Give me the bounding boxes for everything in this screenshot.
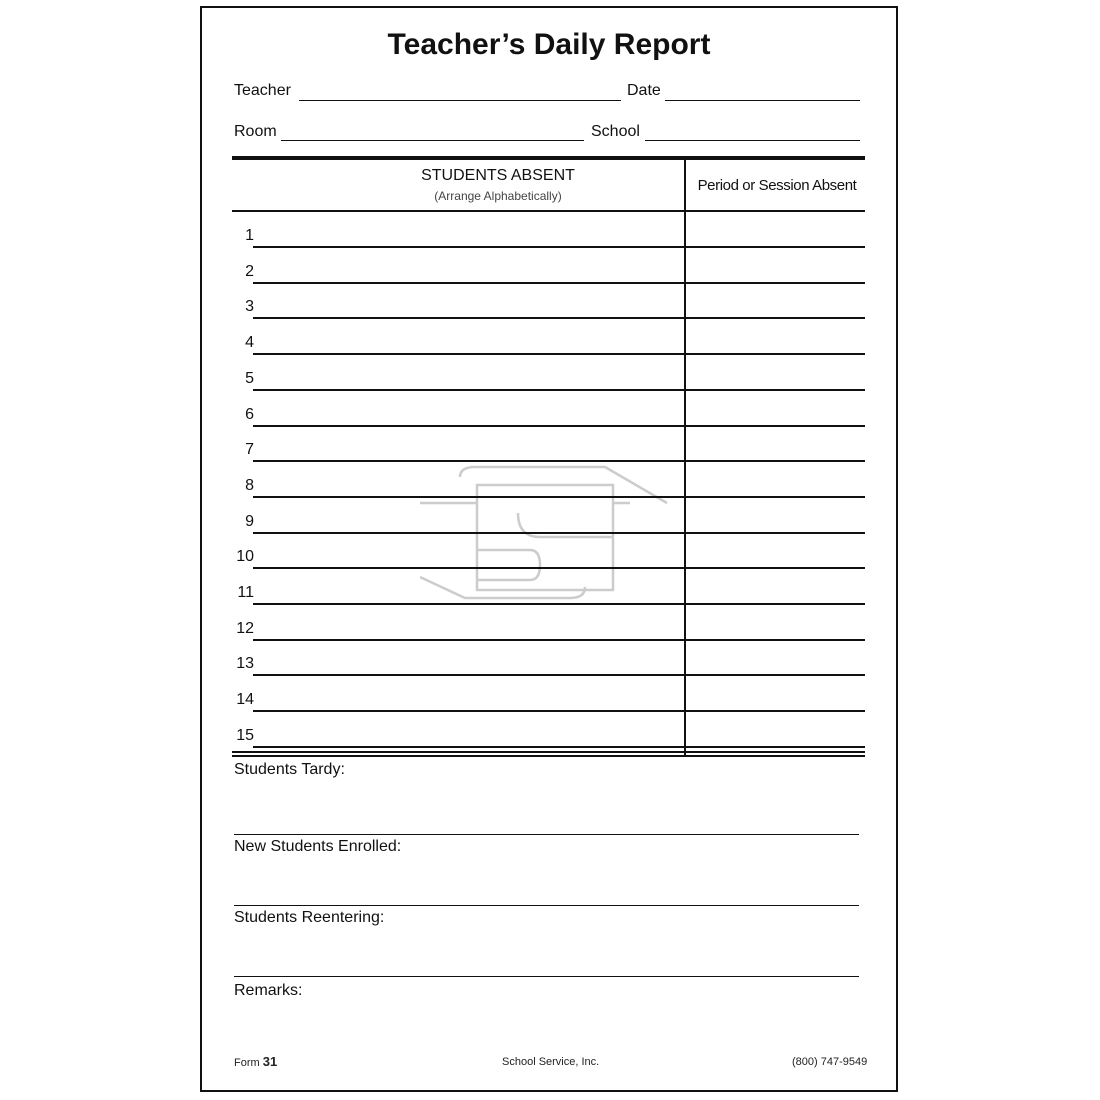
period-absent-field[interactable] — [686, 460, 865, 462]
student-name-field[interactable] — [253, 746, 685, 748]
student-name-field[interactable] — [253, 353, 685, 355]
period-absent-field[interactable] — [686, 532, 865, 534]
student-name-field[interactable] — [253, 425, 685, 427]
row-number: 15 — [236, 726, 254, 744]
row-number: 7 — [245, 441, 254, 459]
row-number: 5 — [245, 369, 254, 387]
company-name: School Service, Inc. — [502, 1056, 600, 1068]
row-number: 9 — [245, 512, 254, 530]
row-number: 8 — [245, 476, 254, 494]
table-top-rule — [232, 156, 865, 160]
period-absent-field[interactable] — [686, 496, 865, 498]
students-reentering-field[interactable] — [234, 976, 859, 977]
period-absent-field[interactable] — [686, 389, 865, 391]
row-number: 14 — [236, 691, 254, 709]
student-name-field[interactable] — [253, 389, 685, 391]
student-name-field[interactable] — [253, 246, 685, 248]
date-field[interactable] — [665, 100, 860, 101]
header-bottom-rule — [232, 210, 865, 212]
school-service-logo-watermark — [420, 465, 670, 605]
student-name-field[interactable] — [253, 317, 685, 319]
row-number: 13 — [236, 655, 254, 673]
date-label: Date — [627, 82, 661, 99]
period-absent-field[interactable] — [686, 710, 865, 712]
table-bottom-rule — [232, 751, 865, 753]
period-absent-field[interactable] — [686, 746, 865, 748]
student-name-field[interactable] — [253, 282, 685, 284]
row-number: 11 — [237, 584, 254, 601]
period-absent-field[interactable] — [686, 639, 865, 641]
period-absent-header: Period or Session Absent — [697, 177, 857, 194]
student-name-field[interactable] — [253, 460, 685, 462]
students-absent-subheader: (Arrange Alphabetically) — [434, 189, 562, 203]
teacher-field[interactable] — [299, 100, 621, 101]
period-absent-field[interactable] — [686, 282, 865, 284]
form-label: Form — [234, 1057, 260, 1069]
period-absent-field[interactable] — [686, 567, 865, 569]
table-bottom-rule-2 — [232, 755, 865, 757]
row-number: 4 — [245, 334, 254, 352]
phone-number: (800) 747-9549 — [792, 1056, 868, 1068]
row-number: 6 — [245, 405, 254, 423]
students-tardy-field[interactable] — [234, 834, 859, 835]
students-reentering-label: Students Reentering: — [234, 909, 385, 926]
students-tardy-label: Students Tardy: — [234, 761, 345, 778]
period-absent-field[interactable] — [686, 246, 865, 248]
room-label: Room — [234, 123, 277, 140]
row-number: 2 — [245, 262, 254, 280]
student-name-field[interactable] — [253, 674, 685, 676]
teacher-label: Teacher — [234, 82, 291, 99]
row-number: 10 — [236, 548, 254, 566]
period-absent-field[interactable] — [686, 425, 865, 427]
student-name-field[interactable] — [253, 532, 685, 534]
school-field[interactable] — [645, 140, 860, 141]
form-title: Teacher’s Daily Report — [387, 28, 711, 61]
row-number: 3 — [245, 298, 254, 316]
room-field[interactable] — [281, 140, 584, 141]
student-name-field[interactable] — [253, 567, 685, 569]
period-absent-field[interactable] — [686, 603, 865, 605]
students-absent-header: STUDENTS ABSENT — [421, 167, 575, 184]
row-number: 12 — [236, 619, 254, 637]
new-students-field[interactable] — [234, 905, 859, 906]
student-name-field[interactable] — [253, 710, 685, 712]
period-absent-field[interactable] — [686, 353, 865, 355]
school-label: School — [591, 123, 640, 140]
student-name-field[interactable] — [253, 603, 685, 605]
form-number — [234, 1054, 277, 1069]
period-absent-field[interactable] — [686, 674, 865, 676]
remarks-label: Remarks: — [234, 982, 303, 999]
form-number-value: 31 — [262, 1054, 278, 1069]
student-name-field[interactable] — [253, 496, 685, 498]
row-number: 1 — [245, 227, 254, 244]
period-absent-field[interactable] — [686, 317, 865, 319]
new-students-label: New Students Enrolled: — [234, 838, 402, 855]
student-name-field[interactable] — [253, 639, 685, 641]
